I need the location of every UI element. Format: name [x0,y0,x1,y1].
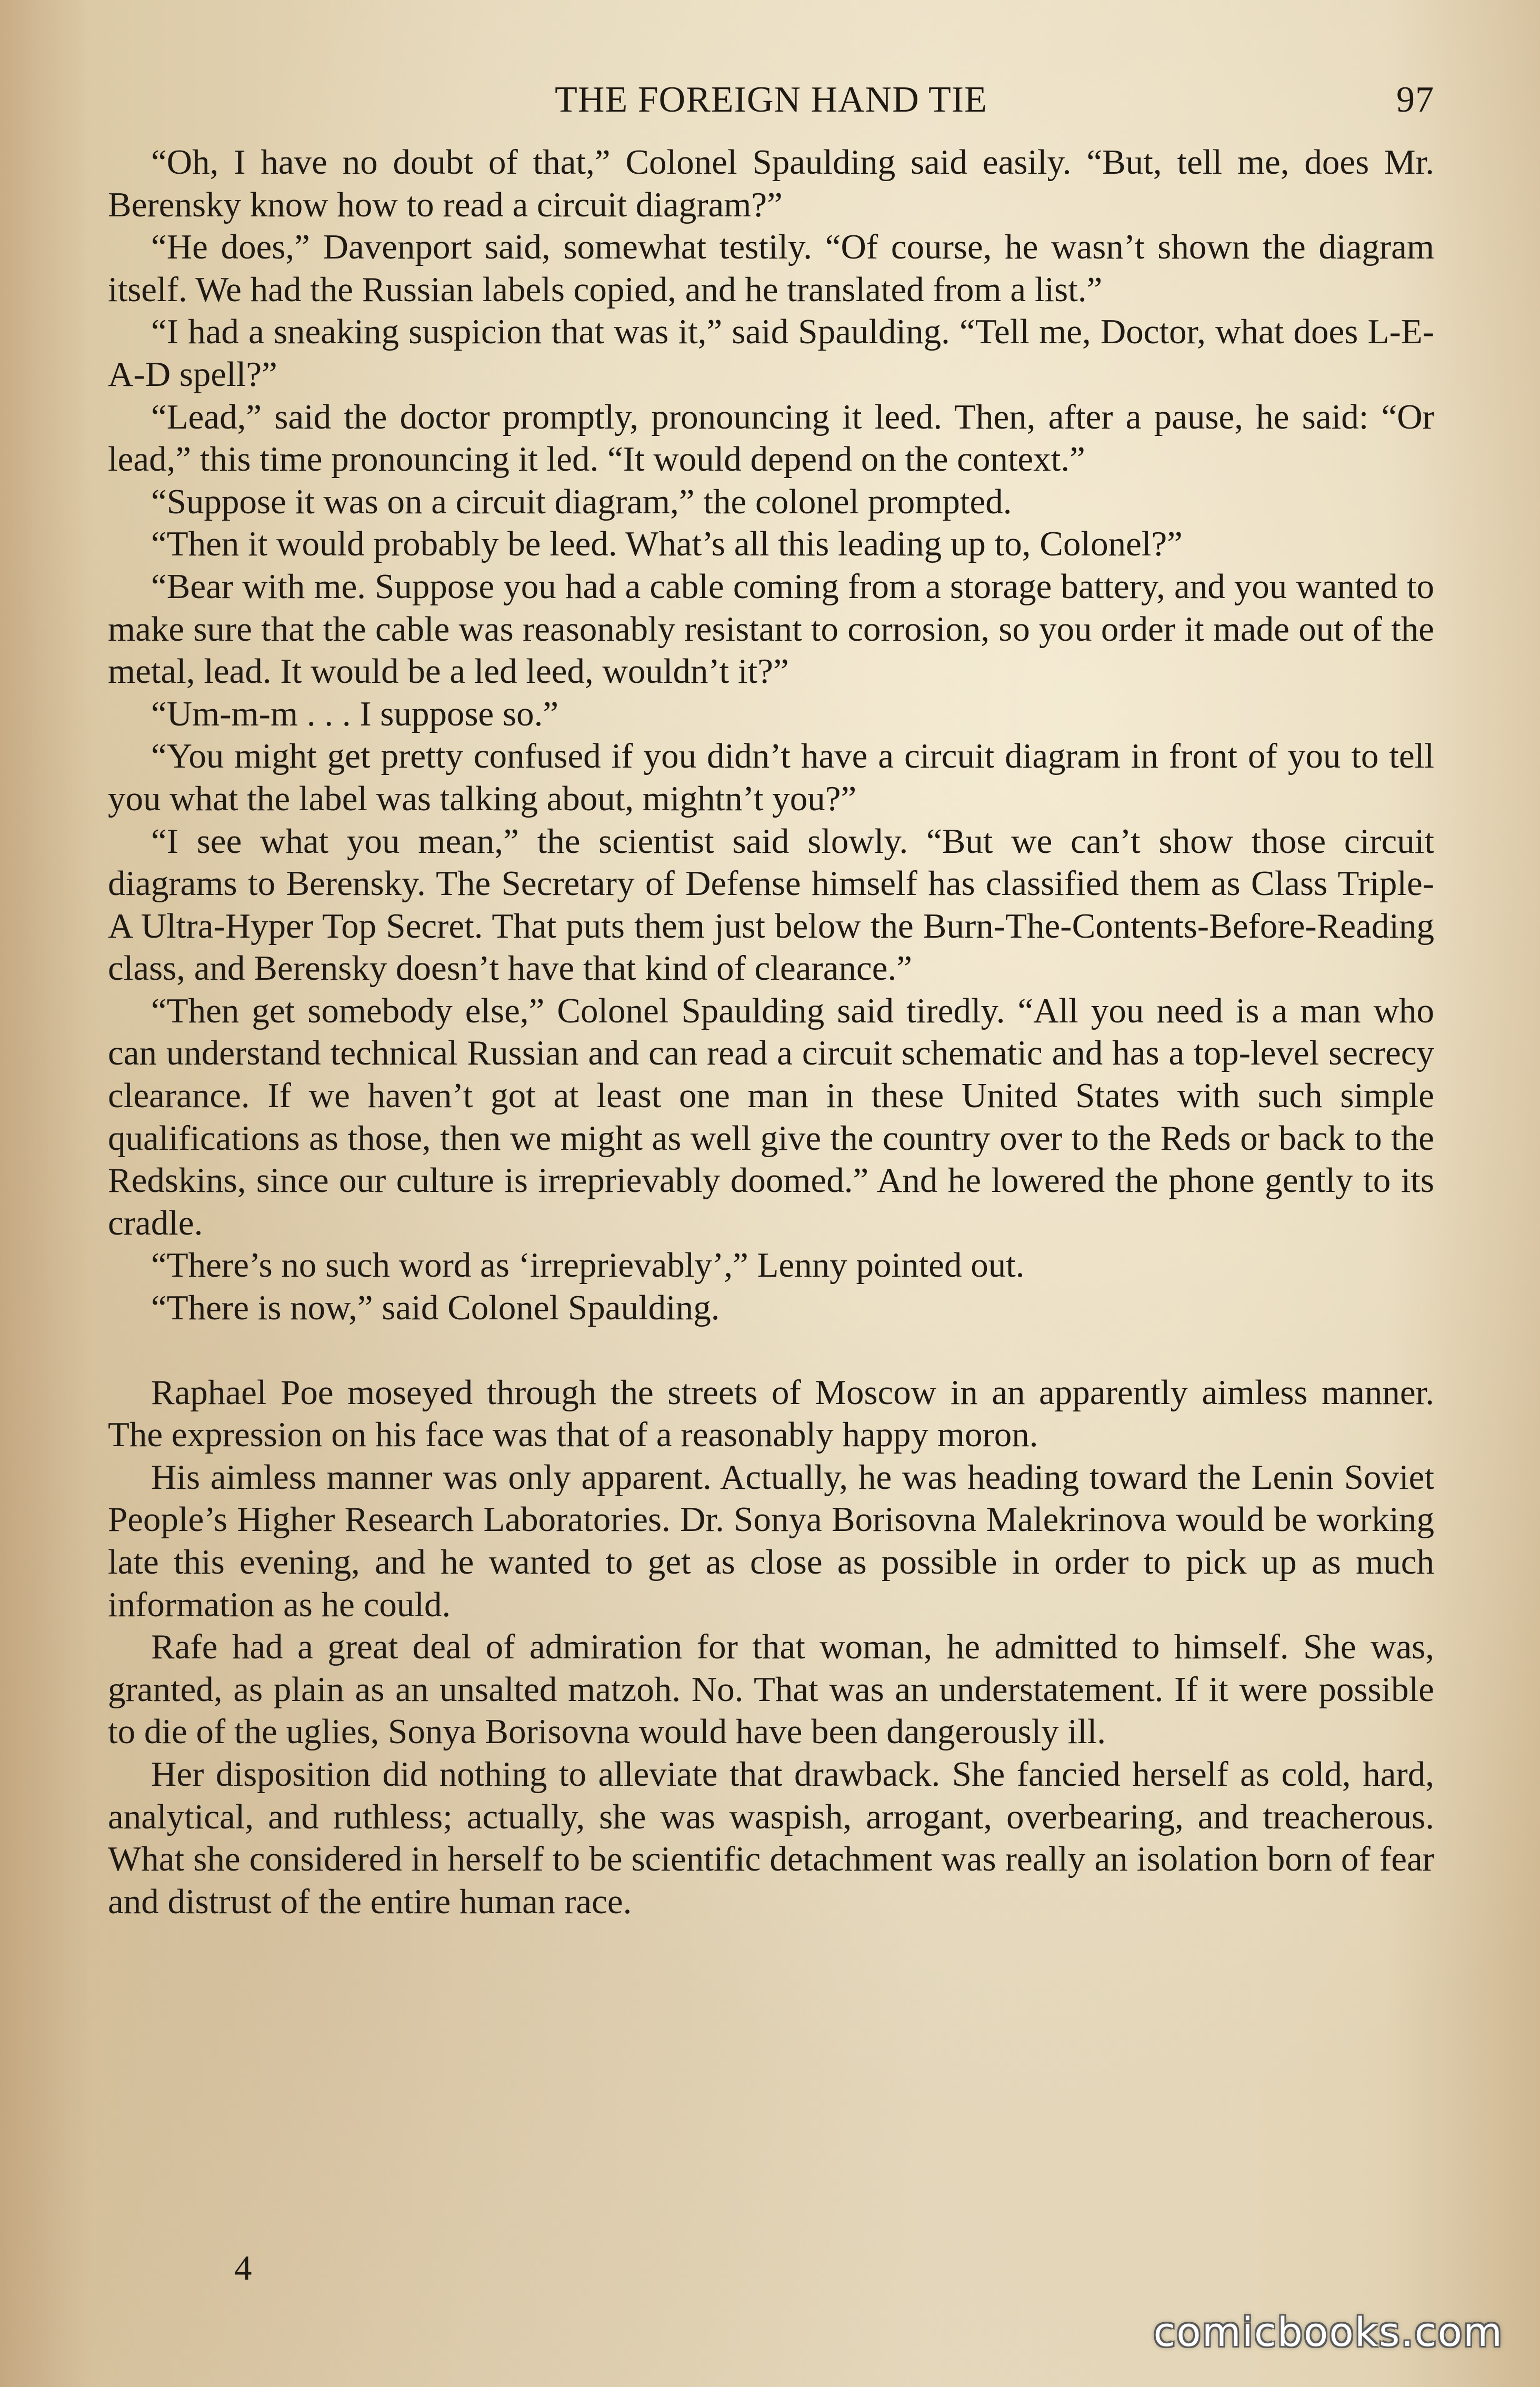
paragraph: Her disposition did nothing to alleviate that drawback. She fancied herself as cold, hard, analytical, and ruthless; actually, she was waspish, arrogant, overbearing, and treacherous. What she considered in herself to be scientific detachment was really an isolation born of fear and distrust of the entire human race. [108,1754,1434,1921]
paragraph: “There’s no such word as ‘irreprievably’,” Lenny pointed out. [151,1246,1025,1285]
paragraph: “I see what you mean,” the scientist said slowly. “But we can’t show those circuit diagrams to Berensky. The Secretary of Defense himself has classified them as Class Triple-A Ultra-Hyper Top Secret. That puts them just below the Burn-The-Contents-Before-Reading class, and Berensky doesn’t have that kind of clearance.” [108,821,1434,988]
paragraph: “Lead,” said the doctor promptly, pronouncing it leed. Then, after a pause, he said: “Or lead,” this time pronouncing it led. “It would depend on the context.” [108,397,1434,479]
paragraph: His aimless manner was only apparent. Actually, he was heading toward the Lenin Soviet People’s Higher Research Laboratories. Dr. Sonya Borisovna Malekrinova would be working late this evening, and he wanted to get as close as possible in order to pick up as much information as he could. [108,1457,1434,1624]
paragraph: “There is now,” said Colonel Spaulding. [151,1288,720,1328]
paragraph: Rafe had a great deal of admiration for that woman, he admitted to himself. She was, granted, as plain as an unsalted matzoh. No. That was an understatement. If it were possible to die of the uglies, Sonya Borisovna would have been dangerously ill. [108,1627,1434,1752]
paragraph: “Then get somebody else,” Colonel Spaulding said tiredly. “All you need is a man who can understand technical Russian and can read a circuit schematic and has a top-level secrecy clearance. If we haven’t got at least one man in these United States with such simple qualifications as those, then we might as well give the country over to the Reds or back to the Redskins, since our culture is irreprievably doomed.” And he lowered the phone gently to its cradle. [108,991,1434,1242]
paragraph: “Bear with me. Suppose you had a cable coming from a storage battery, and you wanted to make sure that the cable was reasonably resistant to corrosion, so you order it made out of the metal, lead. It would be a led leed, wouldn’t it?” [108,566,1434,691]
paragraph-section-start: Raphael Poe moseyed through the streets of Moscow in an apparently aimless manner. The expression on his face was that of a reasonably happy moron. [108,1372,1434,1455]
paragraph: “Suppose it was on a circuit diagram,” the colonel prompted. [151,482,1012,521]
page-number: 97 [1396,79,1434,120]
paragraph: “Um-m-m . . . I suppose so.” [151,694,559,733]
signature-mark: 4 [234,2249,252,2287]
paragraph: “I had a sneaking suspicion that was it,” said Spaulding. “Tell me, Doctor, what does L-E-A-D spell?” [108,312,1434,394]
running-header [108,79,1434,132]
watermark: comicbooks.com [1153,2309,1503,2355]
paragraph: “Oh, I have no doubt of that,” Colonel Spaulding said easily. “But, tell me, does Mr. Berensky know how to read a circuit diagram?” [108,143,1434,224]
body-text [108,141,1434,1923]
paragraph: “Then it would probably be leed. What’s all this leading up to, Colonel?” [151,524,1183,564]
paragraph: “You might get pretty confused if you didn’t have a circuit diagram in front of you to tell you what the label was talking about, mightn’t you?” [108,737,1434,818]
paragraph: “He does,” Davenport said, somewhat testily. “Of course, he wasn’t shown the diagram itself. We had the Russian labels copied, and he translated from a list.” [108,227,1434,309]
chapter-title: THE FOREIGN HAND TIE [555,79,987,120]
